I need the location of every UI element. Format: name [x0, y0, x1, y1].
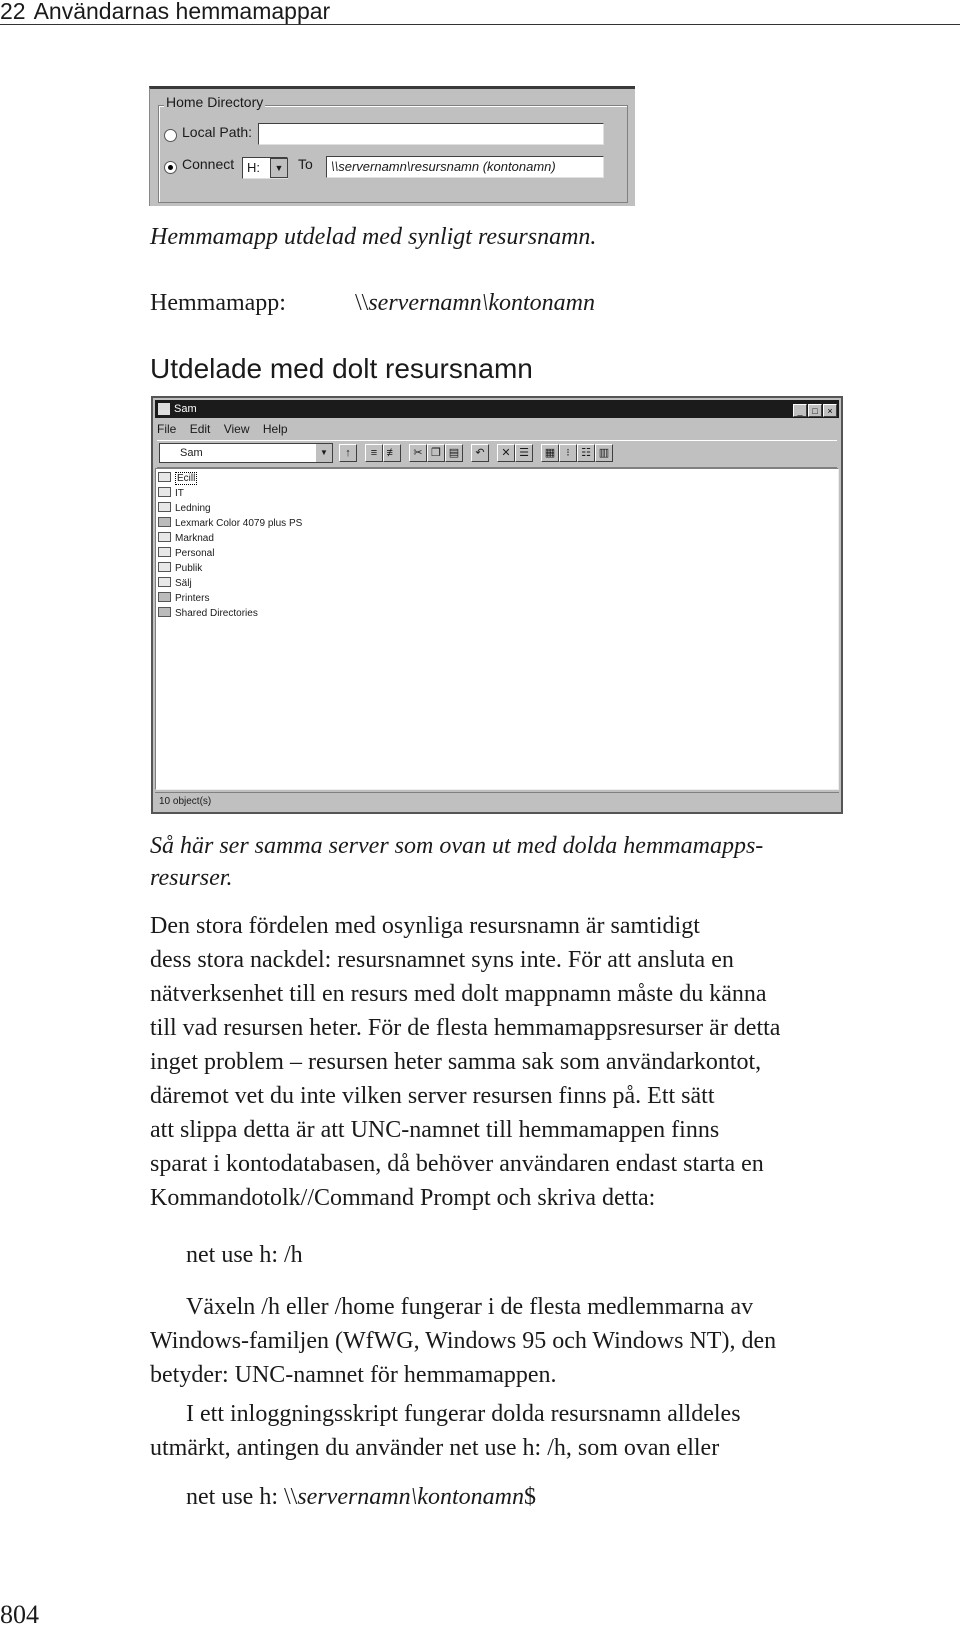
folder-icon	[158, 472, 171, 482]
shared-folder-icon	[158, 607, 171, 617]
running-head-page: 22	[0, 0, 26, 24]
folder-item[interactable]: IT	[158, 486, 184, 501]
command-net-use-h: net use h: /h	[186, 1242, 303, 1268]
menu-edit[interactable]: Edit	[189, 422, 211, 436]
folder-item[interactable]: Printers	[158, 591, 209, 606]
drive-select[interactable]: H:	[242, 157, 288, 179]
running-head	[0, 0, 960, 25]
folder-icon	[158, 562, 171, 572]
details-view-icon[interactable]: ▥	[595, 444, 613, 462]
page-number: 804	[0, 1600, 39, 1629]
map-drive-icon[interactable]: ≡	[365, 444, 383, 462]
maximize-icon[interactable]: □	[808, 404, 822, 417]
paragraph-1: Den stora fördelen med osynliga resursnamn är samtidigt dess stora nackdel: resursnamnet syns inte. För att ansluta en nätverksenhet till en resurs med dolt mappnamn måste du känna till vad resursen heter. För de flesta hemmamappsresurser är detta inget problem – resursen heter samma sak som användarkontot, däremot vet du inte vilken server resursen finns på. Ett sätt att slippa detta är att UNC-namnet till hemmamappen finns sparat i kontodatabasen, då behöver användaren endast starta en Kommandotolk//Command Prompt och skriva detta:	[150, 913, 781, 1211]
home-folder-path-prefix: \\	[355, 290, 369, 316]
running-head-title: Användarnas hemmamappar	[33, 0, 331, 24]
folder-item[interactable]: Lexmark Color 4079 plus PS	[158, 516, 302, 531]
home-folder-path	[355, 286, 595, 320]
disconnect-drive-icon[interactable]: ≢	[383, 444, 401, 462]
folder-icon	[158, 532, 171, 542]
menu-help[interactable]: Help	[262, 422, 288, 436]
drive-combo-value: Sam	[180, 447, 203, 459]
folder-item[interactable]: Publik	[158, 561, 202, 576]
window-title: Sam	[174, 403, 197, 415]
list-view-icon[interactable]: ☷	[577, 444, 595, 462]
properties-icon[interactable]: ☰	[515, 444, 533, 462]
printers-folder-icon	[158, 592, 171, 602]
cut-icon[interactable]: ✂	[409, 444, 427, 462]
folder-item[interactable]: Ecill	[158, 471, 197, 486]
delete-icon[interactable]: ✕	[497, 444, 515, 462]
paste-icon[interactable]: ▤	[445, 444, 463, 462]
folder-item[interactable]: Shared Directories	[158, 606, 258, 621]
connect-radio[interactable]	[164, 161, 177, 174]
large-icons-icon[interactable]: ▦	[541, 444, 559, 462]
home-directory-legend: Home Directory	[166, 94, 264, 110]
home-directory-dialog	[149, 86, 635, 206]
folder-item[interactable]: Sälj	[158, 576, 192, 591]
drive-combo[interactable]	[159, 443, 333, 463]
paragraph-2: Växeln /h eller /home fungerar i de flesta medlemmarna av Windows-familjen (WfWG, Windows 95 och Windows NT), den betyder: UNC-namnet för hemmamappen.	[150, 1294, 777, 1388]
section-heading: Utdelade med dolt resursnamn	[150, 353, 533, 384]
folder-item[interactable]: Personal	[158, 546, 214, 561]
folder-icon	[158, 487, 171, 497]
folder-pane	[155, 468, 839, 790]
window-icon	[158, 403, 170, 415]
to-path-field[interactable]: \\servernamn\resursnamn (kontonamn)	[326, 156, 604, 178]
close-icon[interactable]: ×	[823, 404, 837, 417]
command-net-use-unc: net use h: \\servernamn\kontonamn$	[186, 1484, 536, 1510]
menu-view[interactable]: View	[223, 422, 250, 436]
to-label: To	[298, 156, 313, 172]
minimize-icon[interactable]: _	[793, 404, 807, 417]
folder-icon	[158, 502, 171, 512]
local-path-label: Local Path:	[182, 124, 253, 140]
drive-dropdown-icon[interactable]: ▼	[270, 158, 288, 178]
folder-item[interactable]: Marknad	[158, 531, 214, 546]
caption-home-folder-visible: Hemmamapp utdelad med synligt resursnamn.	[150, 224, 597, 250]
copy-icon[interactable]: ❐	[427, 444, 445, 462]
local-path-field[interactable]	[258, 123, 604, 145]
title-bar[interactable]	[155, 400, 839, 418]
drive-combo-dropdown-icon[interactable]: ▼	[316, 444, 332, 462]
home-folder-path-value: servernamn\kontonamn	[368, 290, 595, 316]
status-bar: 10 object(s)	[155, 792, 839, 810]
undo-icon[interactable]: ↶	[471, 444, 489, 462]
folder-icon	[158, 547, 171, 557]
toolbar	[157, 440, 837, 468]
menu-file[interactable]: File	[157, 422, 177, 436]
small-icons-icon[interactable]: ⁝	[559, 444, 577, 462]
home-folder-label: Hemmamapp:	[150, 290, 286, 316]
paragraph-3: I ett inloggningsskript fungerar dolda resursnamn alldeles utmärkt, antingen du använder net use h: /h, som ovan eller	[150, 1401, 741, 1461]
home-directory-group	[158, 105, 628, 203]
connect-label: Connect	[182, 156, 235, 172]
local-path-radio[interactable]	[164, 129, 177, 142]
up-folder-icon[interactable]: ↑	[339, 444, 357, 462]
folder-item[interactable]: Ledning	[158, 501, 211, 516]
menu-bar	[157, 420, 298, 438]
explorer-window	[151, 396, 843, 814]
printer-icon	[158, 517, 171, 527]
caption-hidden-shares: Så här ser samma server som ovan ut med dolda hemmamapps- resurser.	[150, 833, 764, 891]
folder-icon	[158, 577, 171, 587]
